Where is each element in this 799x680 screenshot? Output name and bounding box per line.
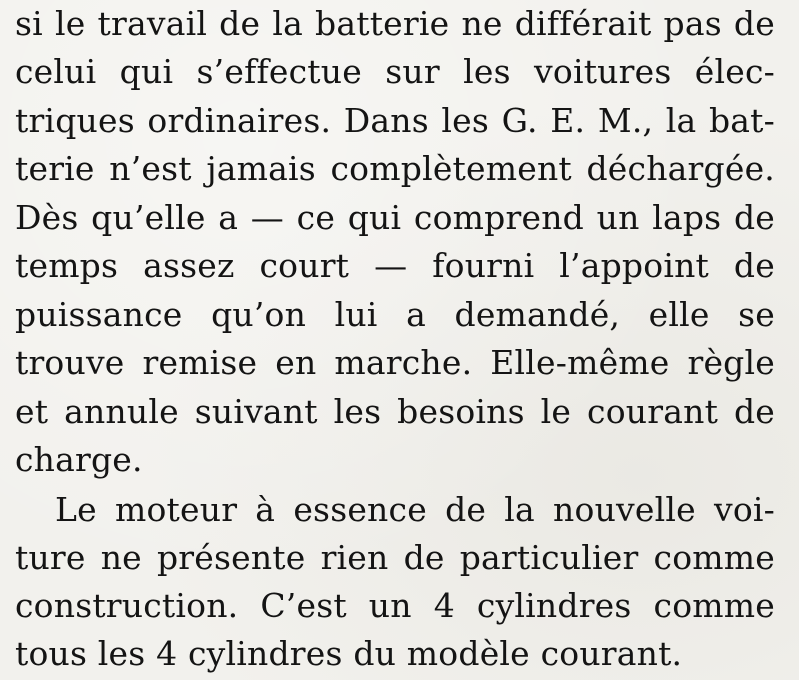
- text-line: puissance qu’on lui a demandé, elle se: [15, 295, 775, 334]
- text-line: terie n’est jamais complètement déchargée.: [15, 149, 775, 188]
- text-line: si le travail de la batterie ne différait pas de: [15, 4, 775, 43]
- text-line: construction. C’est un 4 cylindres comme: [15, 586, 775, 625]
- text-line: celui qui s’effectue sur les voitures élec-: [15, 52, 775, 91]
- text-line: trouve remise en marche. Elle-même règle: [15, 343, 775, 382]
- text-line: tous les 4 cylindres du modèle courant.: [15, 634, 683, 673]
- text-line: charge.: [15, 440, 143, 479]
- text-line: temps assez court — fourni l’appoint de: [15, 246, 775, 285]
- text-line: triques ordinaires. Dans les G. E. M., la bat-: [15, 101, 775, 140]
- text-line: Dès qu’elle a — ce qui comprend un laps de: [15, 198, 775, 237]
- text-line: et annule suivant les besoins le courant de: [15, 392, 775, 431]
- text-line: Le moteur à essence de la nouvelle voi-: [55, 490, 775, 529]
- text-line: ture ne présente rien de particulier comme: [15, 538, 775, 577]
